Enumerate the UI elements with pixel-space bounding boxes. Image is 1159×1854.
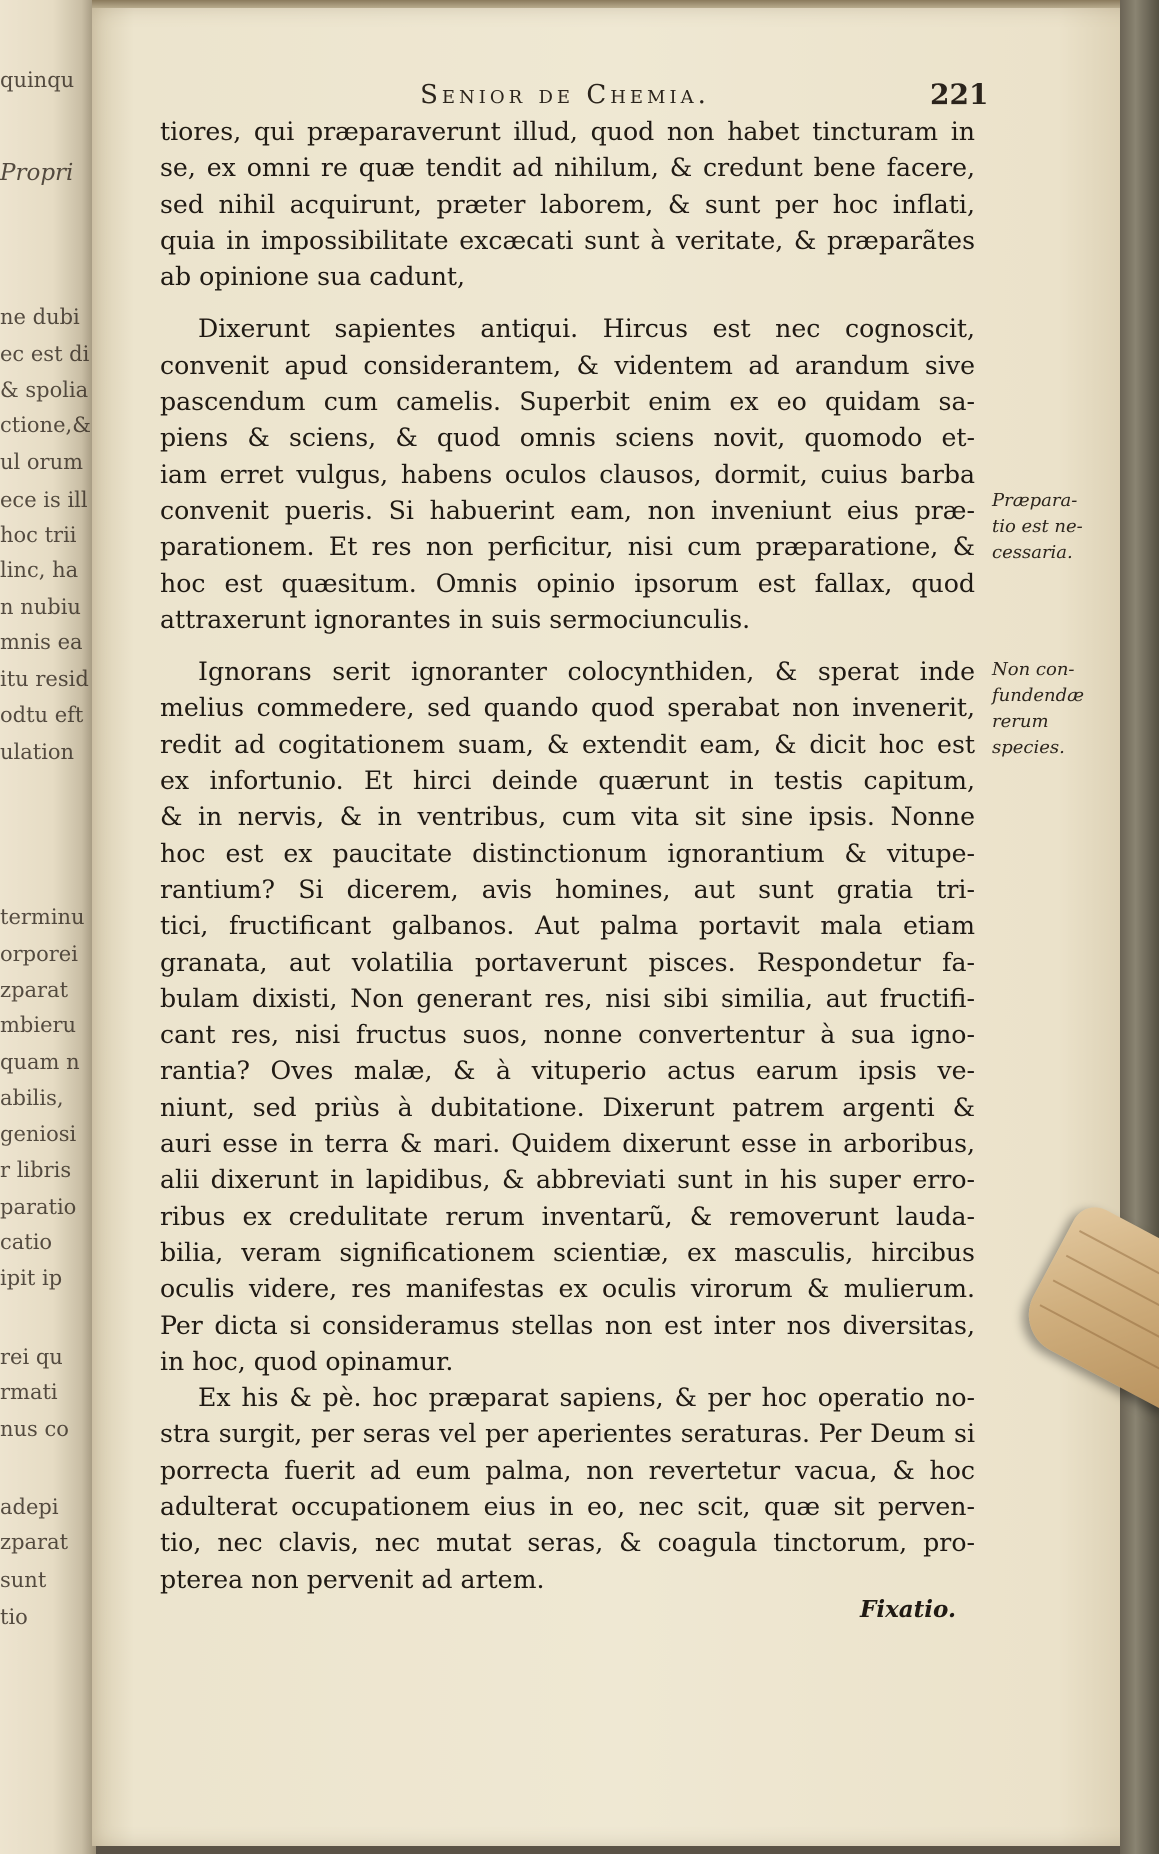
text-line: pascendum cum camelis. Superbit enim ex eo quidam sa- (160, 387, 975, 417)
text-line: convenit apud considerantem, & videntem ad arandum sive (160, 350, 975, 380)
facing-page-fragment: ec est di (0, 342, 90, 366)
margin-note-line: species. (992, 737, 1065, 758)
facing-page-fragment: itu resid (0, 667, 89, 691)
margin-note-line: Non con- (992, 659, 1075, 680)
facing-page-fragment: ctione,& (0, 413, 91, 437)
text-line: redit ad cogitationem suam, & extendit eam, & dicit hoc est (160, 729, 975, 759)
text-line: rantia? Oves malæ, & à vituperio actus earum ipsis ve- (160, 1056, 975, 1086)
text-line: auri esse in terra & mari. Quidem dixerunt esse in arboribus, (160, 1129, 975, 1159)
text-line: se, ex omni re quæ tendit ad nihilum, & credunt bene facere, (160, 153, 975, 183)
text-line: Dixerunt sapientes antiqui. Hircus est nec cognoscit, (198, 314, 975, 344)
facing-page-edge (0, 0, 96, 1854)
facing-page-fragment: adepi (0, 1495, 59, 1519)
facing-page-fragment: ipit ip (0, 1266, 63, 1290)
text-line: ex infortunio. Et hirci deinde quærunt in testis capitum, (160, 766, 975, 796)
margin-note-line: cessaria. (992, 542, 1073, 563)
text-line: Per dicta si consideramus stellas non est inter nos diversitas, (160, 1310, 975, 1340)
text-line: tici, fructificant galbanos. Aut palma portavit mala etiam (160, 911, 975, 941)
facing-page-fragment: quam n (0, 1050, 80, 1074)
text-line: convenit pueris. Si habuerint eam, non inveniunt eius præ- (160, 495, 975, 525)
facing-page-fragment: r libris (0, 1158, 72, 1182)
facing-page-fragment: linc, ha (0, 558, 79, 582)
page-number: 221 (930, 78, 989, 111)
text-line: Ex his & pè. hoc præparat sapiens, & per hoc operatio no- (198, 1383, 975, 1413)
facing-page-fragment: orporei (0, 942, 78, 966)
text-line: quia in impossibilitate excæcati sunt à veritate, & præparãtes (160, 225, 975, 255)
text-line: oculis videre, res manifestas ex oculis virorum & mulierum. (160, 1274, 975, 1304)
facing-page-fragment: Propri (0, 160, 74, 186)
facing-page-fragment: paratio (0, 1195, 77, 1219)
main-text-block (160, 114, 975, 1598)
text-line: hoc est ex paucitate distinctionum ignorantium & vitupe- (160, 838, 975, 868)
text-line: sed nihil acquirunt, præter laborem, & sunt per hoc inflati, (160, 189, 975, 219)
text-line: hoc est quæsitum. Omnis opinio ipsorum est fallax, quod (160, 568, 975, 598)
catchword: Fixatio. (860, 1596, 956, 1623)
text-line: tio, nec clavis, nec mutat seras, & coagula tinctorum, pro- (160, 1528, 975, 1558)
facing-page-fragment: zparat (0, 1530, 69, 1554)
text-line: Ignorans serit ignoranter colocynthiden, & sperat inde (198, 657, 975, 687)
text-line: iam erret vulgus, habens oculos clausos, dormit, cuius barba (160, 459, 975, 489)
facing-page-fragment: abilis, (0, 1086, 64, 1110)
text-line: bilia, veram significationem scientiæ, ex masculis, hircibus (160, 1237, 975, 1267)
facing-page-fragment: mbieru (0, 1013, 77, 1037)
facing-page-fragment: catio (0, 1230, 53, 1254)
text-line: piens & sciens, & quod omnis sciens novit, quomodo et- (160, 423, 975, 453)
facing-page-fragment: rei qu (0, 1345, 63, 1369)
facing-page-fragment: nus co (0, 1417, 69, 1441)
facing-page-fragment: ul orum (0, 450, 84, 474)
facing-page-fragment: rmati (0, 1380, 58, 1404)
facing-page-fragment: zparat (0, 978, 69, 1002)
facing-page-fragment: odtu eft (0, 703, 84, 727)
text-line: cant res, nisi fructus suos, nonne convertentur à sua igno- (160, 1020, 975, 1050)
running-title: Senior de Chemia. (420, 80, 710, 110)
facing-page-fragment: mnis ea (0, 630, 83, 654)
facing-page-fragment: sunt (0, 1568, 47, 1592)
facing-page-fragment: quinqu (0, 68, 75, 92)
margin-note-line: tio est ne- (992, 516, 1083, 537)
margin-note-line: Præpara- (992, 490, 1078, 511)
facing-page-fragment: ulation (0, 740, 75, 764)
text-line: attraxerunt ignorantes in suis sermociunculis. (160, 604, 751, 634)
facing-page-fragment: hoc trii (0, 523, 77, 547)
text-line: ab opinione sua cadunt, (160, 262, 466, 292)
facing-page-fragment: tio (0, 1605, 28, 1629)
text-line: rantium? Si dicerem, avis homines, aut sunt gratia tri- (160, 874, 975, 904)
book-spine-edge (1120, 0, 1159, 1854)
text-line: stra surgit, per seras vel per aperientes seraturas. Per Deum si (160, 1419, 975, 1449)
facing-page-fragment: ece is ill (0, 488, 88, 512)
margin-note-line: rerum (992, 711, 1049, 732)
text-line: porrecta fuerit ad eum palma, non revertetur vacua, & hoc (160, 1455, 975, 1485)
margin-note-praeparatio (992, 488, 1092, 566)
facing-page-fragment: n nubiu (0, 595, 81, 619)
text-line: tiores, qui præparaverunt illud, quod non habet tincturam in (160, 117, 975, 146)
text-line: adulterat occupationem eius in eo, nec scit, quæ sit perven- (160, 1491, 975, 1521)
text-line: alii dixerunt in lapidibus, & abbreviati sunt in his super erro- (160, 1165, 975, 1195)
text-line: pterea non pervenit ad artem. (160, 1564, 545, 1594)
facing-page-fragment: terminu (0, 905, 85, 929)
facing-page-fragment: geniosi (0, 1122, 77, 1146)
text-line: bulam dixisti, Non generant res, nisi sibi similia, aut fructifi- (160, 983, 975, 1013)
text-line: ribus ex credulitate rerum inventarũ, & removerunt lauda- (160, 1201, 975, 1231)
facing-page-fragment: & spolia (0, 378, 89, 402)
margin-note-line: fundendæ (992, 685, 1085, 706)
text-line: parationem. Et res non perficitur, nisi cum præparatione, & (160, 532, 975, 562)
margin-note-non-confundendae (992, 657, 1092, 761)
text-line: granata, aut volatilia portaverunt pisces. Respondetur fa- (160, 947, 975, 977)
text-line: melius commedere, sed quando quod sperabat non invenerit, (160, 693, 975, 723)
facing-page-fragment: ne dubi (0, 305, 80, 329)
text-line: in hoc, quod opinamur. (160, 1346, 454, 1376)
text-line: & in nervis, & in ventribus, cum vita sit sine ipsis. Nonne (160, 802, 975, 832)
text-line: niunt, sed priùs à dubitatione. Dixerunt patrem argenti & (160, 1092, 975, 1122)
